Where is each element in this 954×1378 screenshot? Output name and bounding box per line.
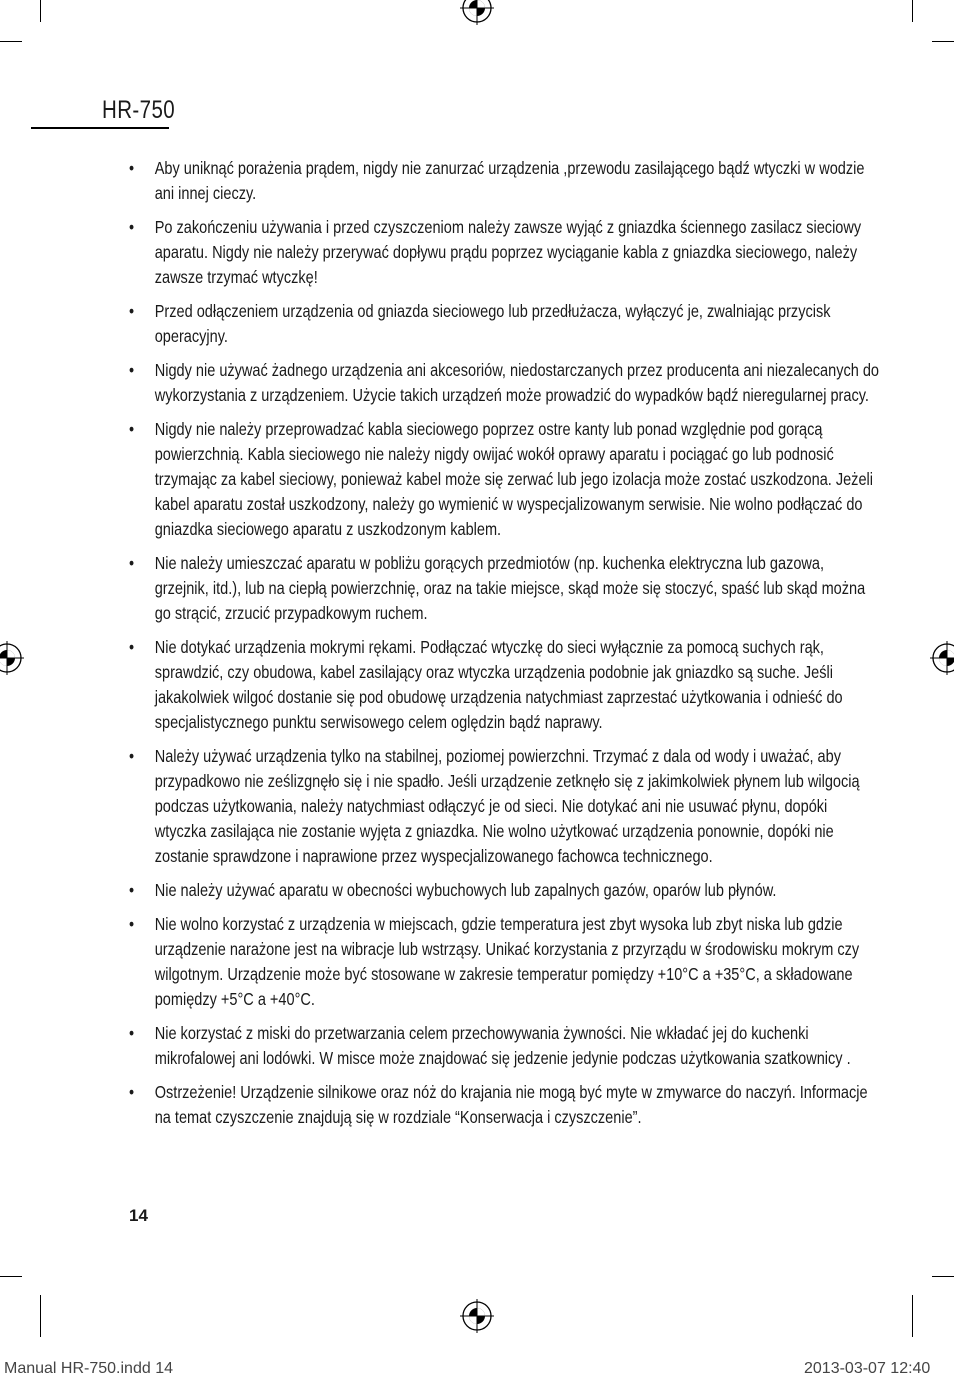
list-item	[129, 635, 882, 735]
bullet-icon: •	[129, 419, 135, 439]
list-item-text: Przed odłączeniem urządzenia od gniazda sieciowego lub przedłużacza, wyłączyć je, zwalniając przycisk operacyjny.	[154, 301, 831, 346]
list-item	[129, 551, 882, 626]
crop-mark	[40, 0, 41, 22]
crop-mark	[912, 0, 913, 22]
list-item-text: Nie dotykać urządzenia mokrymi rękami. Podłączać wtyczkę do sieci wyłącznie za pomocą suchych rąk, sprawdzić, czy obudowa, kabel zasilający oraz wtyczka urządzenia podobnie jak gniazdko są suche. Jeśli jakakolwiek wilgoć dostanie się pod obudowę urządzenia natychmiast zaprzestać użytkowania i odnieść do specjalistycznego punktu serwisowego celem oględzin bądź naprawy.	[154, 637, 843, 732]
print-slug-file: Manual HR-750.indd 14	[4, 1360, 173, 1377]
list-item	[129, 1021, 882, 1071]
list-item	[129, 1080, 882, 1130]
list-item	[129, 215, 882, 290]
page-number: 14	[129, 1206, 148, 1225]
list-item-text: Nigdy nie używać żadnego urządzenia ani akcesoriów, niedostarczanych przez producenta ani niezalecanych do wykorzystania z urządzeniem. Użycie takich urządzeń może prowadzić do wypadków bądź nieregularnej pracy.	[154, 360, 879, 405]
crop-mark	[0, 41, 22, 42]
list-item	[129, 744, 882, 869]
list-item	[129, 156, 882, 206]
model-title: HR-750	[102, 96, 176, 124]
print-slug-date: 2013-03-07 12:40	[804, 1360, 931, 1377]
crop-mark	[932, 41, 954, 42]
registration-mark-icon	[0, 641, 24, 675]
list-item-text: Nie należy umieszczać aparatu w pobliżu gorących przedmiotów (np. kuchenka elektryczna lub gazowa, grzejnik, itd.), lub na ciepłą powierzchnię, oraz na takie miejsce, skąd może się stoczyć, spaść lub skąd można go strącić, zrzucić przypadkowym ruchem.	[154, 553, 866, 623]
list-item-text: Aby uniknąć porażenia prądem, nigdy nie zanurzać urządzenia ,przewodu zasilającego bądź wtyczki w wodzie ani innej cieczy.	[154, 158, 865, 203]
list-item-text: Nie należy używać aparatu w obecności wybuchowych lub zapalnych gazów, oparów lub płynów.	[154, 880, 777, 900]
crop-mark	[0, 1276, 22, 1277]
bullet-icon: •	[129, 553, 135, 573]
safety-instructions-list	[129, 156, 889, 1139]
list-item-text: Nie korzystać z miski do przetwarzania celem przechowywania żywności. Nie wkładać jej do kuchenki mikrofalowej ani lodówki. W misce może znajdować się jedzenie jedynie podczas użytkowania szatkownicy .	[154, 1023, 851, 1068]
list-item	[129, 358, 882, 408]
list-item	[129, 912, 882, 1012]
crop-mark	[932, 1276, 954, 1277]
bullet-icon: •	[129, 637, 135, 657]
list-item-text: Nie wolno korzystać z urządzenia w miejscach, gdzie temperatura jest zbyt wysoka lub zbyt niska lub gdzie urządzenie narażone jest na wibracje lub wstrząsy. Unikać korzystania z przyrządu w środowisku mokrym czy wilgotnym. Urządzenie może być stosowane w zakresie temperatur pomiędzy +10°C a +35°C, a składowane pomiędzy +5°C a +40°C.	[154, 914, 860, 1009]
crop-mark	[912, 1295, 913, 1337]
list-item	[129, 299, 882, 349]
bullet-icon: •	[129, 746, 135, 766]
list-item-text: Należy używać urządzenia tylko na stabilnej, poziomej powierzchni. Trzymać z dala od wody i uważać, aby przypadkowo nie ześlizgnęło się i nie spadło. Jeśli urządzenie zetknęło się z jakimkolwiek płynem lub wilgocią podczas użytkowania, należy natychmiast odłączyć je od sieci. Nie dotykać ani nie usuwać płynu, dopóki wtyczka zasilająca nie zostanie wyjęta z gniazdka. Nie wolno użytkować urządzenia ponownie, dopóki nie zostanie sprawdzone i naprawione przez wyspecjalizowanego fachowca technicznego.	[154, 746, 860, 866]
list-item-text: Po zakończeniu używania i przed czyszczeniom należy zawsze wyjąć z gniazdka ściennego zasilacz sieciowy aparatu. Nigdy nie należy przerywać dopływu prądu poprzez wyciąganie kabla z gniazdka sieciowego, należy zawsze trzymać wtyczkę!	[154, 217, 862, 287]
bullet-icon: •	[129, 217, 135, 237]
registration-mark-icon	[460, 1299, 494, 1333]
bullet-icon: •	[129, 360, 135, 380]
bullet-icon: •	[129, 1023, 135, 1043]
registration-mark-icon	[460, 0, 494, 25]
bullet-icon: •	[129, 301, 135, 321]
bullet-icon: •	[129, 1082, 135, 1102]
list-item	[129, 878, 882, 903]
bullet-icon: •	[129, 880, 135, 900]
bullet-icon: •	[129, 914, 135, 934]
registration-mark-icon	[930, 641, 954, 675]
bullet-icon: •	[129, 158, 135, 178]
list-item-text: Nigdy nie należy przeprowadzać kabla sieciowego poprzez ostre kanty lub ponad względnie pod gorącą powierzchnią. Kabla sieciowego nie należy nigdy owijać wokół oprawy aparatu i pociągać go lub podnosić trzymając za kabel sieciowy, ponieważ kabel może się zerwać lub jego izolacja może zostać uszkodzona. Jeżeli kabel aparatu został uszkodzony, należy go wymienić w wyspecjalizowanym serwisie. Nie wolno podłączać do gniazdka sieciowego aparatu z uszkodzonym kablem.	[154, 419, 873, 539]
list-item	[129, 417, 882, 542]
header-rule	[31, 127, 169, 129]
list-item-text: Ostrzeżenie! Urządzenie silnikowe oraz nóż do krajania nie mogą być myte w zmywarce do naczyń. Informacje na temat czyszczenie znajdują się w rozdziale “Konserwacja i czyszczenie”.	[154, 1082, 868, 1127]
crop-mark	[40, 1295, 41, 1337]
